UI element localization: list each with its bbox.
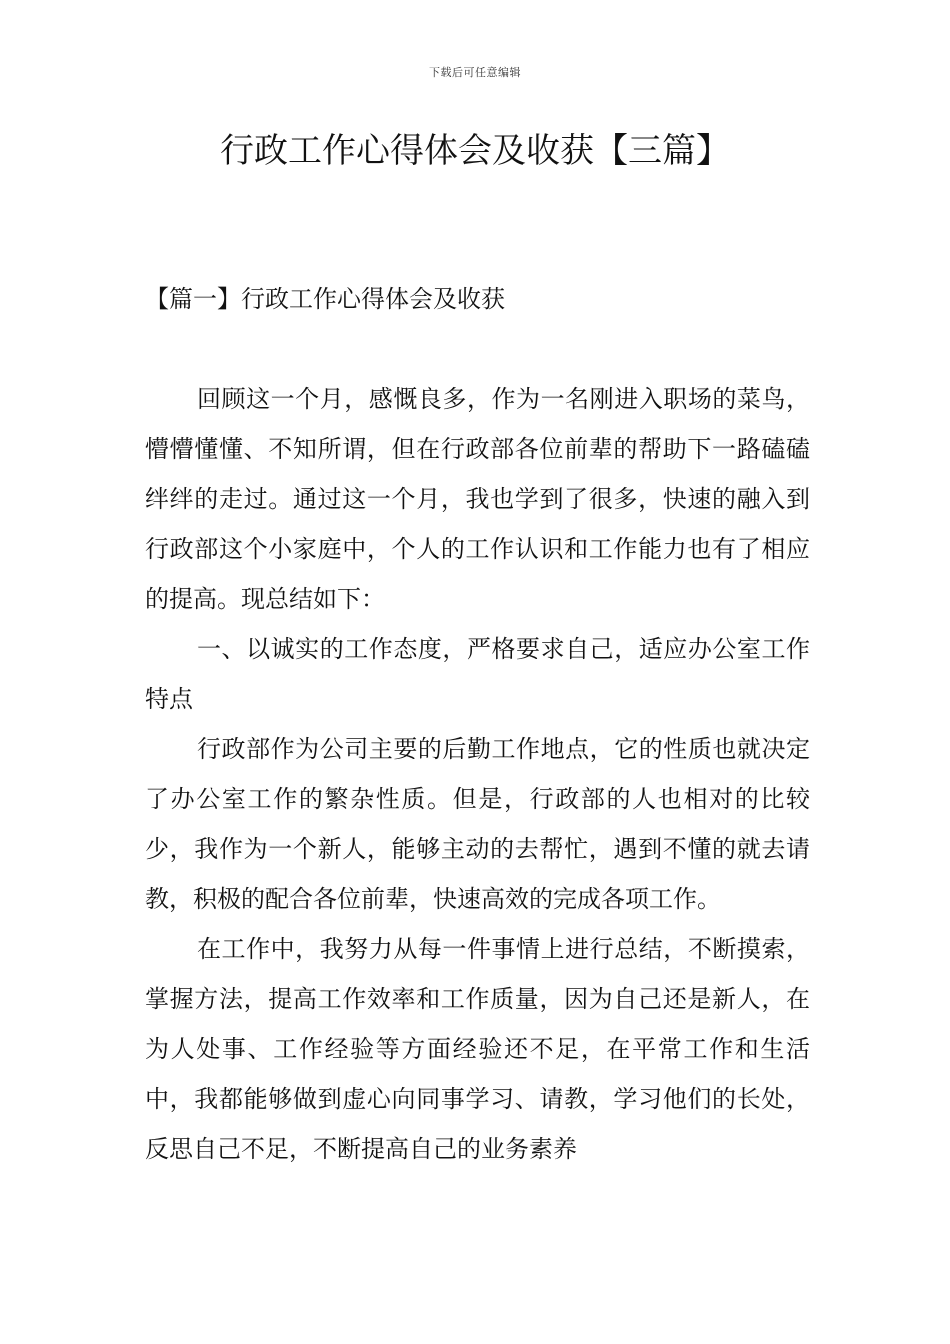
paragraph-admin-department: 行政部作为公司主要的后勤工作地点，它的性质也就决定了办公室工作的繁杂性质。但是，行政部的人也相对的比较少，我作为一个新人，能够主动的去帮忙，遇到不懂的就去请教，积极的配合各位前辈，快速高效的完成各项工作。 (145, 735, 810, 913)
document-title: 行政工作心得体会及收获【三篇】 (220, 131, 730, 171)
document-body (145, 374, 810, 1174)
paragraph-work-summary: 在工作中，我努力从每一件事情上进行总结，不断摸索，掌握方法，提高工作效率和工作质量，因为自己还是新人，在为人处事、工作经验等方面经验还不足，在平常工作和生活中，我都能够做到虚心向同事学习、请教，学习他们的长处，反思自己不足，不断提高自己的业务素养 (145, 935, 810, 1163)
header-note: 下载后可任意编辑 (429, 66, 521, 79)
section-heading: 【篇一】行政工作心得体会及收获 (145, 285, 505, 313)
paragraph-point-one-heading: 一、以诚实的工作态度，严格要求自己，适应办公室工作特点 (145, 635, 810, 713)
paragraph-intro: 回顾这一个月，感慨良多，作为一名刚进入职场的菜鸟，懵懵懂懂、不知所谓，但在行政部各位前辈的帮助下一路磕磕绊绊的走过。通过这一个月，我也学到了很多，快速的融入到行政部这个小家庭中，个人的工作认识和工作能力也有了相应的提高。现总结如下： (145, 385, 810, 613)
